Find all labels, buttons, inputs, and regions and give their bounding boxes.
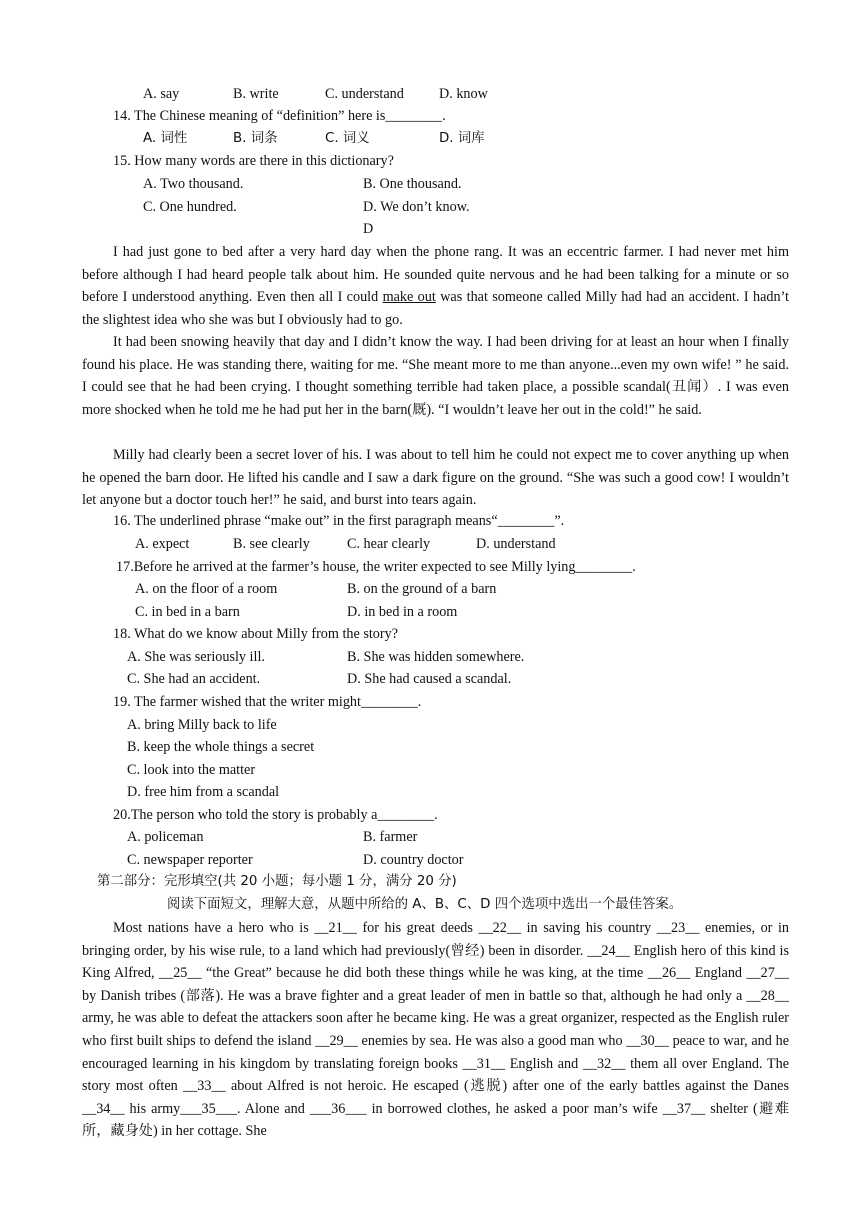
q17-question: 17.Before he arrived at the farmer’s house, the writer expected to see Milly lying________. <box>116 559 636 575</box>
q17-option-d: D. in bed in a room <box>347 604 458 620</box>
q13-option-d: D. know <box>439 86 488 102</box>
q13-option-c: C. understand <box>325 86 404 102</box>
q17-option-a: A. on the floor of a room <box>135 581 278 597</box>
q14-question: 14. The Chinese meaning of “definition” here is________. <box>113 108 446 124</box>
q18-option-b: B. She was hidden somewhere. <box>347 649 525 665</box>
q16-option-b: B. see clearly <box>233 536 310 552</box>
q20-option-b: B. farmer <box>363 829 418 845</box>
q16-option-c: C. hear clearly <box>347 536 431 552</box>
passage-paragraph-2: It had been snowing heavily that day and I didn’t know the way. I had been driving for at least an hour when I finally found his place. He was standing there, waiting for me. “She meant more to me than anyone...even my own wife! ” he said. I could see that he had been crying. I thought something terrible had taken place, a possible scandal(丑闻）. I was even more shocked when he told me he had put her in the barn(厩). “I wouldn’t leave her out in the cold!” he said. <box>82 334 789 418</box>
q15-option-b: B. One thousand. <box>363 176 462 192</box>
q16-question: 16. The underlined phrase “make out” in the first paragraph means“________”. <box>113 513 565 529</box>
q17-option-b: B. on the ground of a barn <box>347 581 497 597</box>
q18-option-a: A. She was seriously ill. <box>127 649 265 665</box>
q19-question: 19. The farmer wished that the writer might________. <box>113 694 422 710</box>
q14-option-c: C. 词义 <box>325 131 370 146</box>
underlined-phrase: make out <box>382 289 436 305</box>
q18-option-c: C. She had an accident. <box>127 671 261 687</box>
q13-option-a: A. say <box>143 86 180 102</box>
q16-option-d: D. understand <box>476 536 556 552</box>
section-letter: D <box>363 221 374 237</box>
p1-text-after: was that someone called Milly had had an accident. I hadn’t the slightest idea who she was but I obviously had to go. <box>82 289 789 328</box>
q14-option-d: D. 词库 <box>439 131 485 146</box>
q20-question: 20.The person who told the story is probably a________. <box>113 807 438 823</box>
q15-option-c: C. One hundred. <box>143 199 237 215</box>
p1-text-before: I had just gone to bed after a very hard day when the phone rang. It was an eccentric farmer. I had never met him before although I had heard people talk about him. He sounded quite nervous and he had been talking for a minute or so before I understood anything. Even then all I could <box>82 244 789 305</box>
q19-option-b: B. keep the whole things a secret <box>127 739 315 755</box>
q19-option-c: C. look into the matter <box>127 762 256 778</box>
q19-option-d: D. free him from a scandal <box>127 784 280 800</box>
q15-question: 15. How many words are there in this dictionary? <box>113 153 394 169</box>
q20-option-d: D. country doctor <box>363 852 464 868</box>
q15-option-d: D. We don’t know. <box>363 199 470 215</box>
q20-option-a: A. policeman <box>127 829 204 845</box>
part2-instruction: 阅读下面短文，理解大意，从题中所给的 A、B、C、D 四个选项中选出一个最佳答案。 <box>167 897 683 912</box>
q19-option-a: A. bring Milly back to life <box>127 717 277 733</box>
q18-question: 18. What do we know about Milly from the story? <box>113 626 399 642</box>
passage-paragraph-3: Milly had clearly been a secret lover of his. I was about to tell him he could not expect me to cover anything up when he opened the barn door. He lifted his candle and I saw a dark figure on the ground. “She was such a good cow! I wouldn’t let anyone but a doctor touch her!” he said, and burst into tears again. <box>82 447 789 508</box>
q18-option-d: D. She had caused a scandal. <box>347 671 512 687</box>
passage-paragraph-1 <box>82 241 789 331</box>
q14-option-a: A. 词性 <box>143 131 188 146</box>
part2-heading: 第二部分：完形填空(共 20 小题；每小题 1 分，满分 20 分) <box>97 874 457 889</box>
cloze-passage: Most nations have a hero who is __21__ for his great deeds __22__ in saving his country __23__ enemies, or in bringing order, by his wise rule, to a land which had previously(曾经) been in disorder. __24__ English hero of this kind is King Alfred, __25__ “the Great” because he did both these things while he was king, at the time __26__ England __27__ by Danish tribes (部落). He was a brave fighter and a great leader of men in battle so that, although he had only a __28__ army, he was able to defeat the attackers soon after he became king. He was a great organizer, respected as the English ruler who first built ships to defend the island __29__ enemies by sea. He was also a good man who __30__ peace to war, and he encouraged learning in his kingdom by translating foreign books __31__ English and __32__ them all over England. The story most often __33__ about Alfred is not heroic. He escaped (逃脱) after one of the early battles against the Danes __34__ his army___35___. Alone and ___36___ in borrowed clothes, he asked a poor man’s wife __37__ shelter (避难所，藏身处) in her cottage. She <box>82 920 789 1140</box>
q16-option-a: A. expect <box>135 536 190 552</box>
q13-option-b: B. write <box>233 86 279 102</box>
q15-option-a: A. Two thousand. <box>143 176 244 192</box>
q14-option-b: B. 词条 <box>233 131 278 146</box>
q20-option-c: C. newspaper reporter <box>127 852 253 868</box>
q17-option-c: C. in bed in a barn <box>135 604 240 620</box>
